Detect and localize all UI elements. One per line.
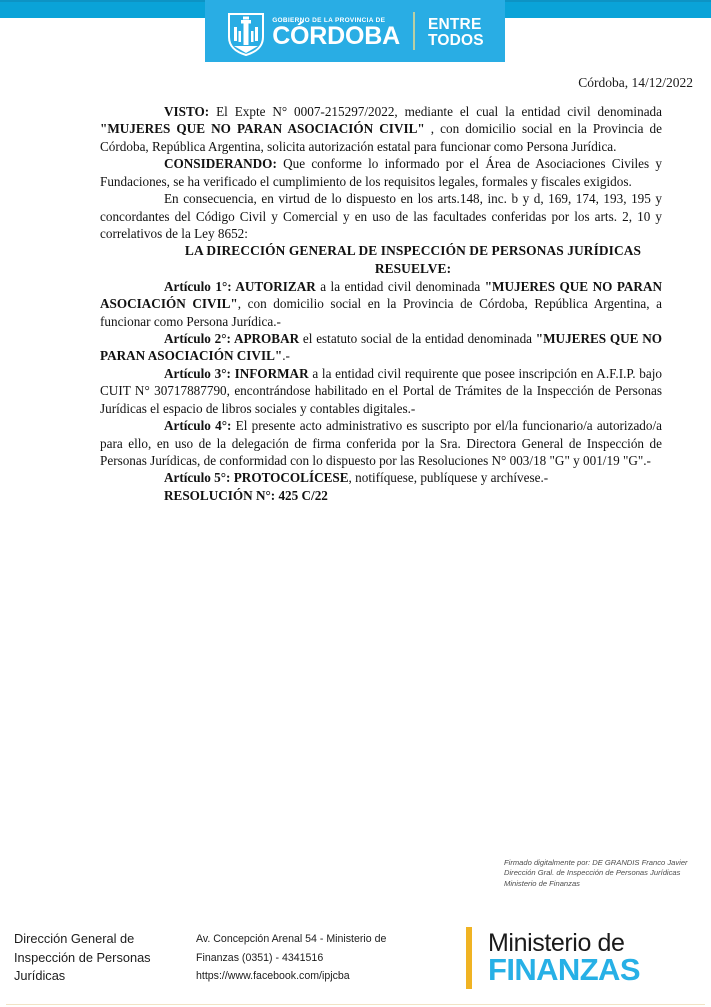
paragraph-visto xyxy=(100,103,662,155)
article-5-text-1: , notifíquese, publíquese y archívese.- xyxy=(348,470,549,486)
resuelve-heading: RESUELVE: xyxy=(374,261,452,277)
slogan-line-1: ENTRE xyxy=(427,16,482,33)
article-1-text-2: , con domicilio social en la Provincia de Córdoba, República Argentina, a funcionar como Persona Jurídica.- xyxy=(100,296,662,329)
article-4-number: Artículo 4°: xyxy=(164,418,232,434)
ministry-top-line: Ministerio de xyxy=(488,928,625,957)
ministry-logo xyxy=(466,927,711,989)
footer-office-name: Dirección General de Inspección de Personas Jurídicas xyxy=(14,931,151,984)
article-5 xyxy=(100,469,662,486)
article-4-text-1: El presente acto administrativo es suscripto por el/la funcionario/a autorizado/a para ello, en uso de la delegación de firma conferida por la Sra. Directora General de Inspección de Personas Jurídicas, de conformidad con lo dispuesto por las Resoluciones N° 003/18 "G" y 001/19 "G".- xyxy=(100,418,663,468)
article-1-number: Artículo 1°: xyxy=(164,278,232,294)
article-4 xyxy=(100,417,662,469)
article-2-number: Artículo 2°: xyxy=(164,331,231,347)
resolution-number: RESOLUCIÓN N°: 425 C/22 xyxy=(164,487,328,503)
visto-entity-name: "MUJERES QUE NO PARAN ASOCIACIÓN CIVIL" xyxy=(100,121,425,137)
article-1-text-1: a la entidad civil denominada xyxy=(315,278,485,294)
province-name: CÓRDOBA xyxy=(272,22,400,51)
article-3-text-1: a la entidad civil requirente que posee inscripción en A.F.I.P. bajo CUIT N° 30717887790, encontrándose habilitado en el Portal de Trámites de la Inspección de Personas Jurídicas el espacio de libros sociales y contables digitales.- xyxy=(100,365,662,416)
paragraph-considerando xyxy=(100,155,662,190)
article-3 xyxy=(100,365,662,417)
ministry-wordmark xyxy=(488,928,640,988)
article-5-verb: PROTOCOLÍCESE xyxy=(230,470,349,486)
footer-facebook-link[interactable]: https://www.facebook.com/ipjcba xyxy=(196,970,350,983)
signature-line-2: Dirección Gral. de Inspección de Personas Jurídicas xyxy=(504,868,681,878)
considerando-label: CONSIDERANDO: xyxy=(164,156,277,172)
slogan-entre-todos xyxy=(428,14,484,48)
article-2-text-2: .- xyxy=(282,348,290,364)
footer-address-line-1: Av. Concepción Arenal 54 - Ministerio de xyxy=(196,933,387,946)
cordoba-coat-of-arms-icon xyxy=(226,11,266,55)
article-2-verb: APROBAR xyxy=(230,331,300,347)
footer-address-line-2: Finanzas (0351) - 4341516 xyxy=(196,951,324,964)
article-1-entity-name: "MUJERES QUE NO PARAN ASOCIACIÓN CIVIL" xyxy=(100,278,663,312)
date-line: Córdoba, 14/12/2022 xyxy=(578,75,693,90)
ministry-logo-accent-bar xyxy=(466,927,472,989)
cordoba-government-logo xyxy=(205,0,505,62)
footer-bottom-rule xyxy=(6,1004,705,1005)
article-2-text-1: el estatuto social de la entidad denominada xyxy=(299,331,536,347)
logo-inner-group xyxy=(226,7,400,55)
article-2-entity-name: "MUJERES QUE NO PARAN ASOCIACIÓN CIVIL" xyxy=(100,331,662,364)
considerando-text: Que conforme lo informado por el Área de Asociaciones Civiles y Fundaciones, se ha verificado el cumplimiento de los requisitos legales, formales y fiscales exigidos. xyxy=(100,156,662,189)
article-1-verb: AUTORIZAR xyxy=(231,278,316,294)
paragraph-consecuencia: En consecuencia, en virtud de lo dispuesto en los arts.148, inc. b y d, 169, 174, 193, 195 y concordantes del Código Civil y Comercial y en uso de las facultades conferidas por los arts. 2, 10 y correlativos de la Ley 8652: xyxy=(100,191,662,241)
cordoba-wordmark xyxy=(272,18,400,49)
digital-signature-block xyxy=(504,858,709,889)
article-1 xyxy=(100,278,662,330)
logo-divider xyxy=(413,12,415,50)
visto-label: VISTO: xyxy=(164,104,210,119)
article-2 xyxy=(100,330,662,365)
government-line: GOBIERNO DE LA PROVINCIA DE xyxy=(272,16,386,24)
article-3-number: Artículo 3°: xyxy=(164,365,231,381)
signature-line-3: Ministerio de Finanzas xyxy=(504,878,580,888)
article-3-verb: INFORMAR xyxy=(230,365,309,381)
authority-heading: LA DIRECCIÓN GENERAL DE INSPECCIÓN DE PERSONAS JURÍDICAS xyxy=(184,243,642,259)
signature-line-1: Firmado digitalmente por: DE GRANDIS Franco Javier xyxy=(504,858,688,867)
visto-text-2: , con domicilio social en la Provincia de Córdoba, República Argentina, solicita autorización estatal para funcionar como Persona Jurídica. xyxy=(100,121,662,154)
ministry-bottom-line: FINANZAS xyxy=(488,952,640,988)
article-5-number: Artículo 5°: xyxy=(164,470,231,486)
visto-text-1: El Expte N° 0007-215297/2022, mediante el cual la entidad civil denominada xyxy=(209,104,662,119)
slogan-line-2: TODOS xyxy=(427,31,484,49)
page-footer xyxy=(0,915,711,1001)
document-body xyxy=(100,103,662,504)
footer-contact-info xyxy=(196,930,466,986)
